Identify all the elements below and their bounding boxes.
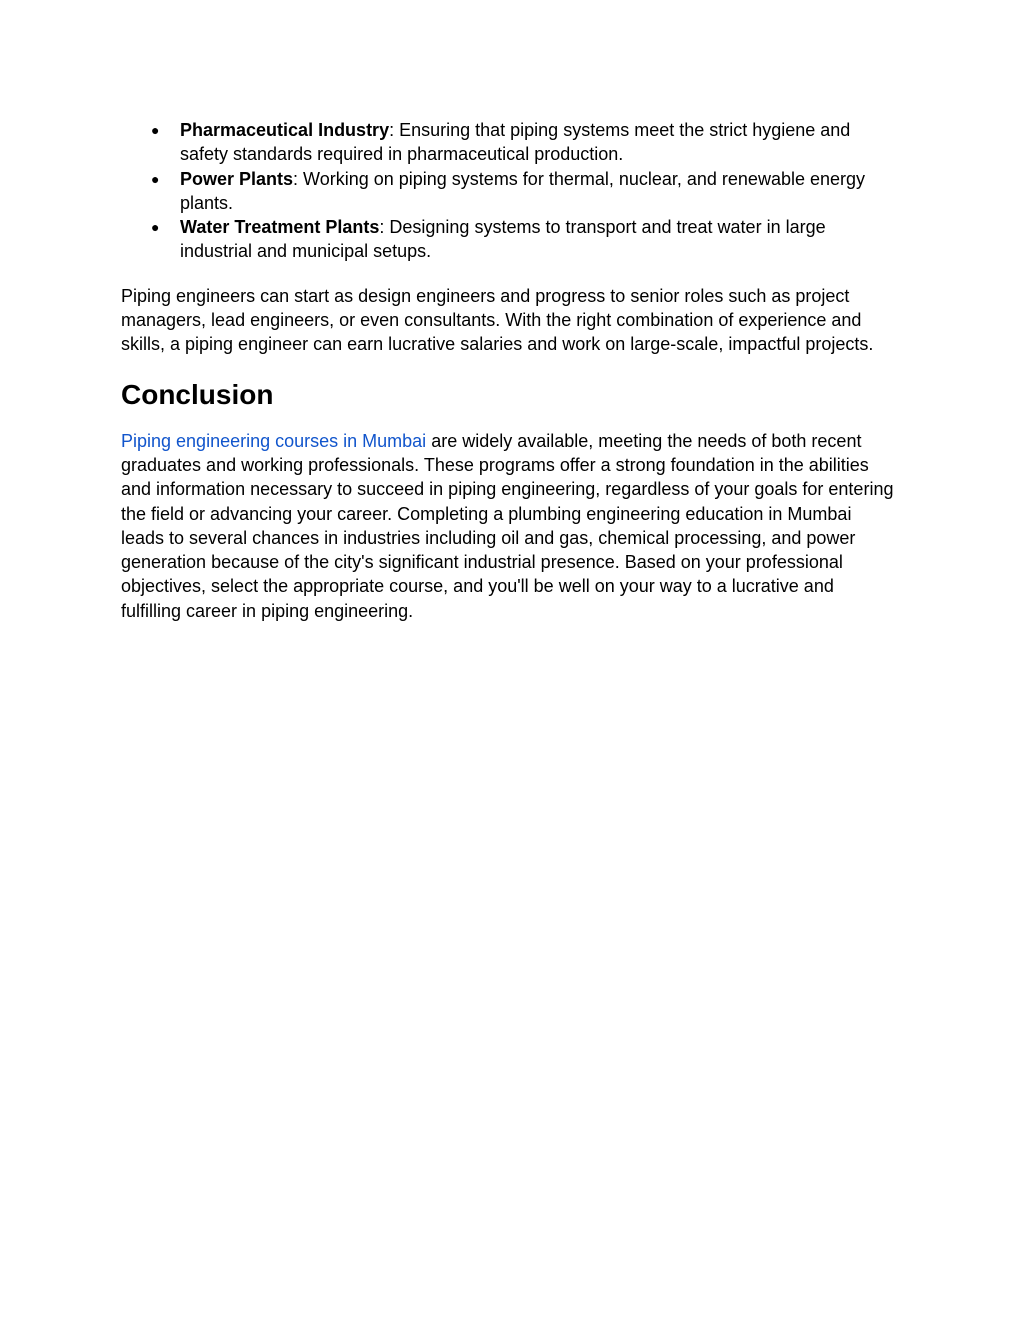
conclusion-heading: Conclusion [121,378,274,410]
bullet-icon: ● [151,219,160,236]
courses-link[interactable]: Piping engineering courses in Mumbai [121,430,427,451]
industry-list [121,118,896,264]
list-item [121,167,896,216]
list-item-desc: : Ensuring that piping systems meet the strict hygiene and safety standards required in pharmaceutical production. [180,120,851,165]
list-item-term: Pharmaceutical Industry [180,120,390,140]
list-item-desc: : Working on piping systems for thermal, nuclear, and renewable energy plants. [180,168,866,213]
conclusion-body: are widely available, meeting the needs of both recent graduates and working professionals. These programs offer a strong foundation in the abilities and information necessary to succeed in piping engineering, regardless of your goals for entering the field or advancing your career. Completing a plumbing engineering education in Mumbai leads to several chances in industries including oil and gas, chemical processing, and power generation because of the city's significant industrial presence. Based on your professional objectives, select the appropriate course, and you'll be well on your way to a lucrative and fulfilling career in piping engineering. [121,430,894,621]
list-item-term: Power Plants [180,168,294,189]
document-page [121,118,896,623]
conclusion-paragraph [121,429,896,623]
bullet-icon: ● [151,122,160,138]
list-item [121,215,896,264]
list-item [121,118,896,167]
list-item-term: Water Treatment Plants [180,217,380,238]
career-paragraph: Piping engineers can start as design engineers and progress to senior roles such as project managers, lead engineers, or even consultants. With the right combination of experience and skills, a piping engineer can earn lucrative salaries and work on large-scale, impactful projects. [121,285,874,355]
list-item-desc: : Designing systems to transport and treat water in large industrial and municipal setups. [180,217,826,262]
bullet-icon: ● [151,170,160,187]
